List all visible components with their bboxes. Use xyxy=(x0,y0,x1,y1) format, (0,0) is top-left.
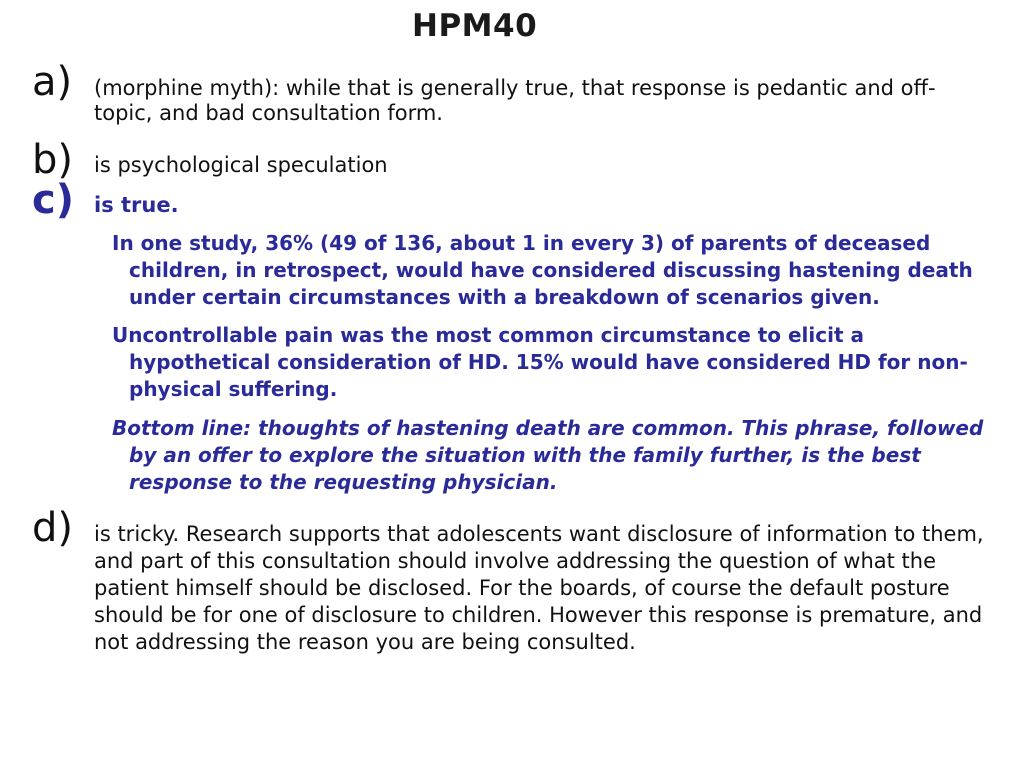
item-c-detail-bottom-line: Bottom line: thoughts of hastening death are common. This phrase, followed by an offer to explore the situation with the family further, is the best response to the requesting physician. xyxy=(112,416,984,494)
item-c-marker: c) xyxy=(32,177,74,223)
item-a-marker: a) xyxy=(32,59,73,105)
item-b-marker: b) xyxy=(32,137,73,183)
item-a-text: (morphine myth): while that is generally true, that response is pedantic and off-topic, and bad consultation form. xyxy=(94,76,936,125)
item-b-text: is psychological speculation xyxy=(94,153,388,177)
item-c-text: is true. xyxy=(94,193,179,217)
item-d-text: is tricky. Research supports that adolescents want disclosure of information to them, and part of this consultation should involve addressing the question of what the patient himself should be disclosed. For the boards, of course the default posture should be for one of disclosure to children. However this response is premature, and not addressing the reason you are being consulted. xyxy=(94,522,984,654)
item-c-detail-pain: Uncontrollable pain was the most common circumstance to elicit a hypothetical consideration of HD. 15% would have considered HD for non-physical suffering. xyxy=(112,323,968,401)
item-d-marker: d) xyxy=(32,505,73,551)
item-c-detail-study: In one study, 36% (49 of 136, about 1 in every 3) of parents of deceased children, in retrospect, would have considered discussing hastening death under certain circumstances with a breakdown of scenarios given. xyxy=(112,231,973,309)
slide-title: HPM40 xyxy=(412,8,538,44)
